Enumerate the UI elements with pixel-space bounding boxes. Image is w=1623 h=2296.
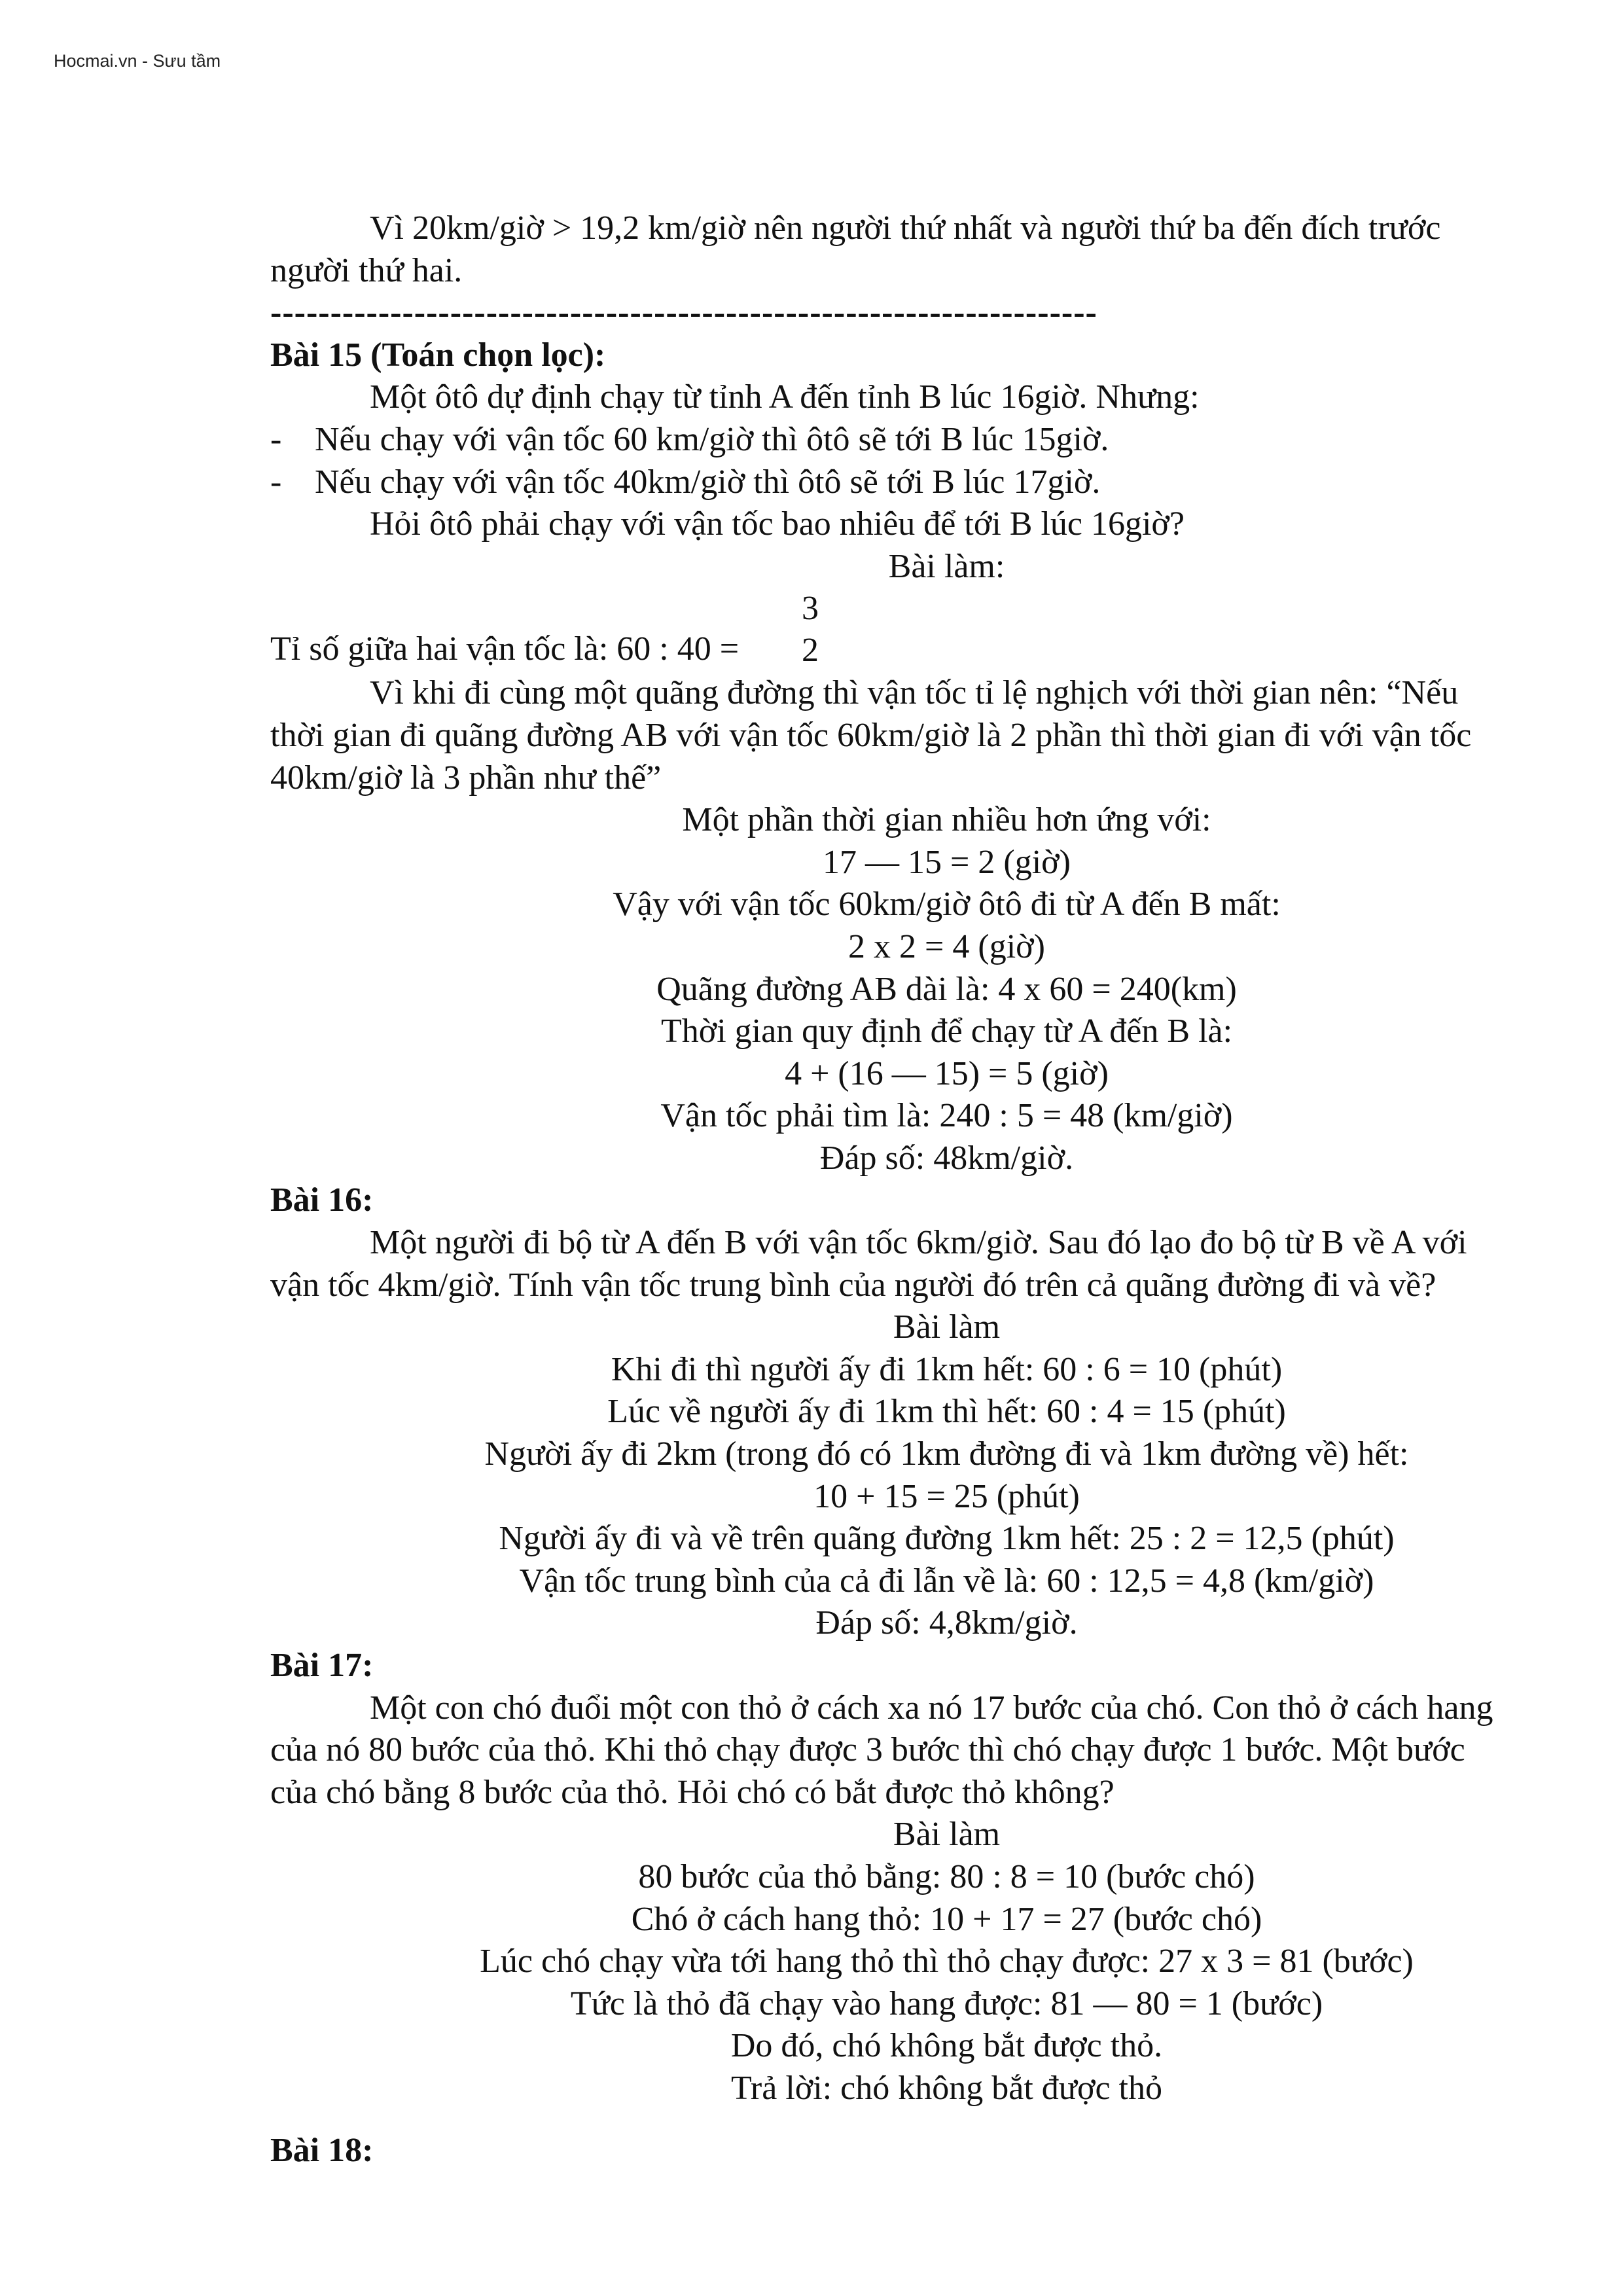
- bai15-bullet-1: [270, 419, 1623, 461]
- bullet-text: Nếu chạy với vận tốc 60 km/giờ thì ôtô sẽ tới B lúc 15giờ.: [315, 420, 1109, 458]
- bai16-answer: Đáp số: 4,8km/giờ.: [815, 1604, 1078, 1642]
- page-header: Hocmai.vn - Sưu tầm: [54, 51, 221, 71]
- bai16-step: 10 + 15 = 25 (phút): [813, 1477, 1080, 1515]
- bai15-step: Vậy với vận tốc 60km/giờ ôtô đi từ A đến B mất:: [613, 886, 1281, 924]
- bai16-step: Người ấy đi 2km (trong đó có 1km đường đi và 1km đường về) hết:: [484, 1435, 1409, 1473]
- bai17-problem-2: của nó 80 bước của thỏ. Khi thỏ chạy được 3 bước thì chó chạy được 1 bước. Một bước: [270, 1731, 1465, 1769]
- bai15-step: Vận tốc phải tìm là: 240 : 5 = 48 (km/giờ): [660, 1097, 1233, 1135]
- bai15-bullet-2: [270, 461, 1623, 504]
- bai17-step: Do đó, chó không bắt được thỏ.: [730, 2027, 1163, 2065]
- bai16-step: Vận tốc trung bình của cả đi lẫn về là: 60 : 12,5 = 4,8 (km/giờ): [519, 1562, 1374, 1600]
- bai16-step: Lúc về người ấy đi 1km thì hết: 60 : 4 = 15 (phút): [607, 1393, 1286, 1431]
- bai15-step: Quãng đường AB dài là: 4 x 60 = 240(km): [656, 970, 1237, 1008]
- bai15-ratio: [270, 588, 1623, 672]
- bai16-problem-1: Một người đi bộ từ A đến B với vận tốc 6km/giờ. Sau đó lạo đo bộ từ B về A với: [370, 1224, 1467, 1262]
- bai17-problem-1: Một con chó đuổi một con thỏ ở cách xa nó 17 bước của chó. Con thỏ ở cách hang: [370, 1689, 1493, 1727]
- intro-line-1: Vì 20km/giờ > 19,2 km/giờ nên người thứ nhất và người thứ ba đến đích trước: [370, 209, 1441, 247]
- section-separator: ---------------------------------------------------------------------: [270, 294, 1097, 332]
- bullet-mark: -: [270, 463, 282, 501]
- bai17-step: Chó ở cách hang thỏ: 10 + 17 = 27 (bước chó): [631, 1900, 1262, 1938]
- bai17-step: 80 bước của thỏ bằng: 80 : 8 = 10 (bước chó): [638, 1857, 1255, 1895]
- spacer: [270, 2110, 1623, 2130]
- bai15-question: Hỏi ôtô phải chạy với vận tốc bao nhiêu để tới B lúc 16giờ?: [370, 505, 1185, 543]
- bai15-explain-2: thời gian đi quãng đường AB với vận tốc 60km/giờ là 2 phần thì thời gian đi với vận tốc: [270, 716, 1472, 754]
- bai15-answer: Đáp số: 48km/giờ.: [819, 1139, 1074, 1177]
- bai15-title: Bài 15 (Toán chọn lọc):: [270, 336, 606, 374]
- bai16-step: Khi đi thì người ấy đi 1km hết: 60 : 6 = 10 (phút): [611, 1350, 1283, 1388]
- bai17-step: Tức là thỏ đã chạy vào hang được: 81 — 80 = 1 (bước): [570, 1984, 1323, 2022]
- bai17-title: Bài 17:: [270, 1647, 374, 1684]
- bai17-solution-label: Bài làm: [893, 1816, 1001, 1854]
- bai16-problem-2: vận tốc 4km/giờ. Tính vận tốc trung bình của người đó trên cả quãng đường đi và về?: [270, 1266, 1436, 1304]
- bai15-problem: Một ôtô dự định chạy từ tỉnh A đến tỉnh B lúc 16giờ. Nhưng:: [370, 378, 1200, 416]
- bai18-title: Bài 18:: [270, 2131, 374, 2169]
- ratio-label: Tỉ số giữa hai vận tốc là: 60 : 40 =: [270, 630, 740, 668]
- bai17-answer: Trả lời: chó không bắt được thỏ: [731, 2069, 1162, 2107]
- ratio-denominator: 2: [802, 632, 819, 670]
- intro-line-2: người thứ hai.: [270, 251, 463, 289]
- bai15-step: Thời gian quy định để chạy từ A đến B là:: [660, 1013, 1233, 1050]
- bai15-step: Một phần thời gian nhiều hơn ứng với:: [682, 801, 1211, 839]
- bullet-text: Nếu chạy với vận tốc 40km/giờ thì ôtô sẽ tới B lúc 17giờ.: [315, 463, 1101, 501]
- bai15-step: 17 — 15 = 2 (giờ): [823, 843, 1071, 881]
- document-body: [270, 207, 1623, 2172]
- ratio-numerator: 3: [802, 590, 819, 628]
- bullet-mark: -: [270, 420, 282, 458]
- bai15-step: 4 + (16 — 15) = 5 (giờ): [785, 1054, 1109, 1092]
- bai15-explain-3: 40km/giờ là 3 phần như thế”: [270, 759, 662, 797]
- bai17-step: Lúc chó chạy vừa tới hang thỏ thì thỏ chạy được: 27 x 3 = 81 (bước): [480, 1943, 1414, 1981]
- bai17-problem-3: của chó bằng 8 bước của thỏ. Hỏi chó có bắt được thỏ không?: [270, 1773, 1115, 1811]
- bai15-solution-label: Bài làm:: [888, 547, 1005, 585]
- bai16-solution-label: Bài làm: [893, 1308, 1001, 1346]
- bai16-step: Người ấy đi và về trên quãng đường 1km hết: 25 : 2 = 12,5 (phút): [499, 1520, 1395, 1558]
- bai15-explain-1: Vì khi đi cùng một quãng đường thì vận tốc tỉ lệ nghịch với thời gian nên: “Nếu: [370, 674, 1459, 712]
- bai16-title: Bài 16:: [270, 1181, 374, 1219]
- bai15-step: 2 x 2 = 4 (giờ): [848, 927, 1045, 965]
